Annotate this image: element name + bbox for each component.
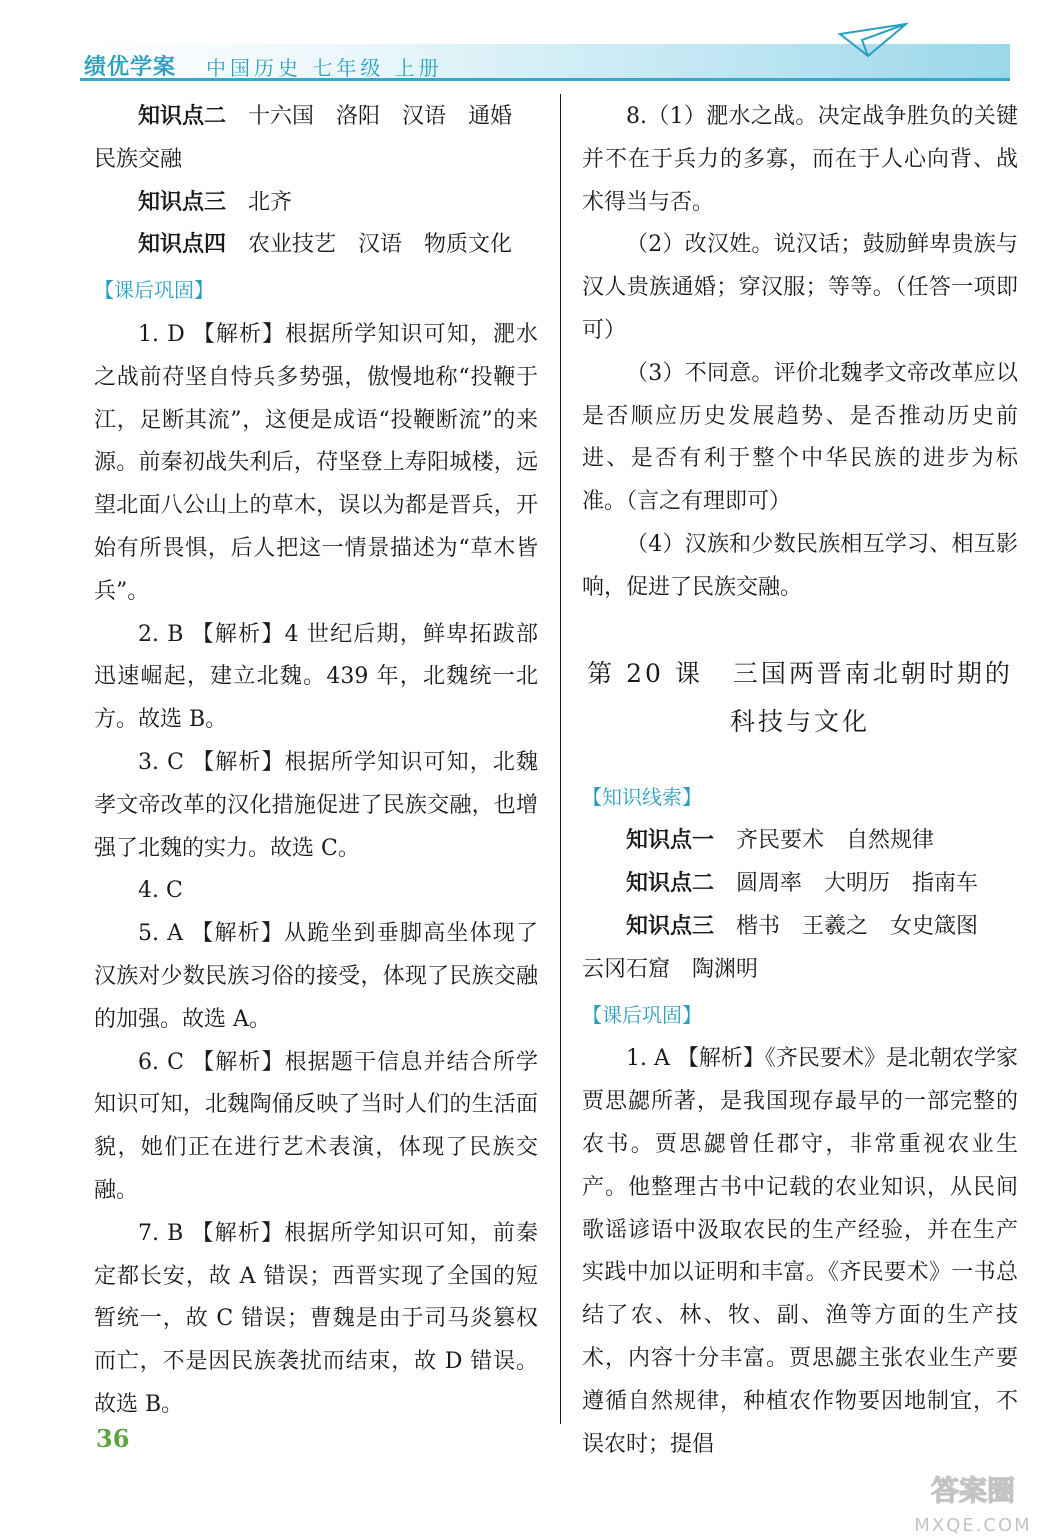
- page-header: [0, 0, 1058, 92]
- section-tag-clues: 【知识线索】: [582, 784, 702, 809]
- answer-8-part-3: （3）不同意。评价北魏孝文帝改革应以是否顺应历史发展趋势、是否推动历史前进、是否有利于整个中华民族的进步为标准。（言之有理即可）: [582, 360, 1018, 515]
- answer-8-part-2: （2）改汉姓。说汉话；鼓励鲜卑贵族与汉人贵族通婚；穿汉服；等等。（任答一项即可）: [582, 232, 1018, 343]
- watermark: [898, 1470, 1048, 1536]
- answer-7: 7. B 【解析】根据所学知识可知，前秦定都长安，故 A 错误；西晋实现了全国的短暂统一，故 C 错误；曹魏是由于司马炎篡权而亡，不是因民族袭扰而结束，故 D 错误。故选 B。: [94, 1220, 538, 1417]
- section-tag-consolidate-right: 【课后巩固】: [582, 1002, 702, 1027]
- answer-8-part-4: （4）汉族和少数民族相互学习、相互影响，促进了民族交融。: [582, 531, 1018, 600]
- answer-3: 3. C 【解析】根据所学知识可知，北魏孝文帝改革的汉化措施促进了民族交融，也增强了北魏的实力。故选 C。: [94, 749, 538, 861]
- knowledge-point-1: 知识点一 齐民要术 自然规律: [626, 828, 935, 854]
- knowledge-point-4: 知识点四 农业技艺 汉语 物质文化: [138, 232, 513, 258]
- answer-6: 6. C 【解析】根据题干信息并结合所学知识可知，北魏陶俑反映了当时人们的生活面貌，她们正在进行艺术表演，体现了民族交融。: [94, 1049, 538, 1203]
- knowledge-point-2: 知识点二 十六国 洛阳 汉语 通婚: [138, 104, 513, 129]
- svg-text:答案圈: 答案圈: [930, 1474, 1016, 1507]
- watermark-text: MXQE.COM: [914, 1515, 1032, 1536]
- answer-4: 4. C: [138, 878, 183, 904]
- page-number: 36: [96, 1424, 130, 1453]
- paper-plane-icon: [838, 20, 908, 60]
- right-column: [582, 96, 1018, 1466]
- answer-5: 5. A 【解析】从跪坐到垂脚高坐体现了汉族对少数民族习俗的接受，体现了民族交融的加强。故选 A。: [94, 921, 538, 1032]
- brand-logo: 绩优学案: [84, 55, 177, 80]
- knowledge-point-3-right: 知识点三 楷书 王羲之 女史箴图: [626, 913, 979, 939]
- lesson-title-line-2: 科技与文化: [729, 706, 870, 736]
- lesson20-answer-1: 1. A 【解析】《齐民要术》是北朝农学家贾思勰所著，是我国现存最早的一部完整的农书。贾思勰曾任郡守，非常重视农业生产。他整理古书中记载的农业知识，从民间歌谣谚语中汲取农民的生产经验，并在生产实践中加以证明和丰富。《齐民要术》一书总结了农、林、牧、副、渔等方面的生产技术，内容十分丰富。贾思勰主张农业生产要遵循自然规律，种植农作物要因地制宜，不误农时；提倡: [582, 1046, 1018, 1457]
- knowledge-point-2-tail: 民族交融: [94, 146, 183, 172]
- watermark-logo-icon: [898, 1470, 1048, 1510]
- left-column: [94, 96, 538, 1427]
- knowledge-point-3: 知识点三 北齐: [138, 189, 293, 215]
- knowledge-point-3-right-tail: 云冈石窟 陶渊明: [582, 956, 759, 982]
- book-subject: 中国历史 七年级 上册: [206, 56, 443, 80]
- section-tag-consolidate: 【课后巩固】: [94, 278, 214, 303]
- answer-8-part-1: 8.（1）淝水之战。决定战争胜负的关键并不在于兵力的多寡，而在于人心向背、战术得当与否。: [582, 104, 1018, 215]
- lesson-number: 第 20 课: [587, 658, 703, 688]
- lesson-title: [582, 650, 1018, 746]
- answer-2: 2. B 【解析】4 世纪后期，鲜卑拓跋部迅速崛起，建立北魏。439 年，北魏统一北方。故选 B。: [94, 621, 538, 733]
- knowledge-point-2-right: 知识点二 圆周率 大明历 指南车: [626, 871, 979, 897]
- column-divider: [560, 94, 561, 1424]
- lesson-title-line-1: 三国两晋南北朝时期的: [732, 658, 1013, 688]
- answer-1: 1. D 【解析】根据所学知识可知，淝水之战前苻坚自恃兵多势强，傲慢地称“投鞭于江，足断其流”，这便是成语“投鞭断流”的来源。前秦初战失利后，苻坚登上寿阳城楼，远望北面八公山上的草木，误以为都是晋兵，开始有所畏惧，后人把这一情景描述为“草木皆兵”。: [94, 321, 538, 604]
